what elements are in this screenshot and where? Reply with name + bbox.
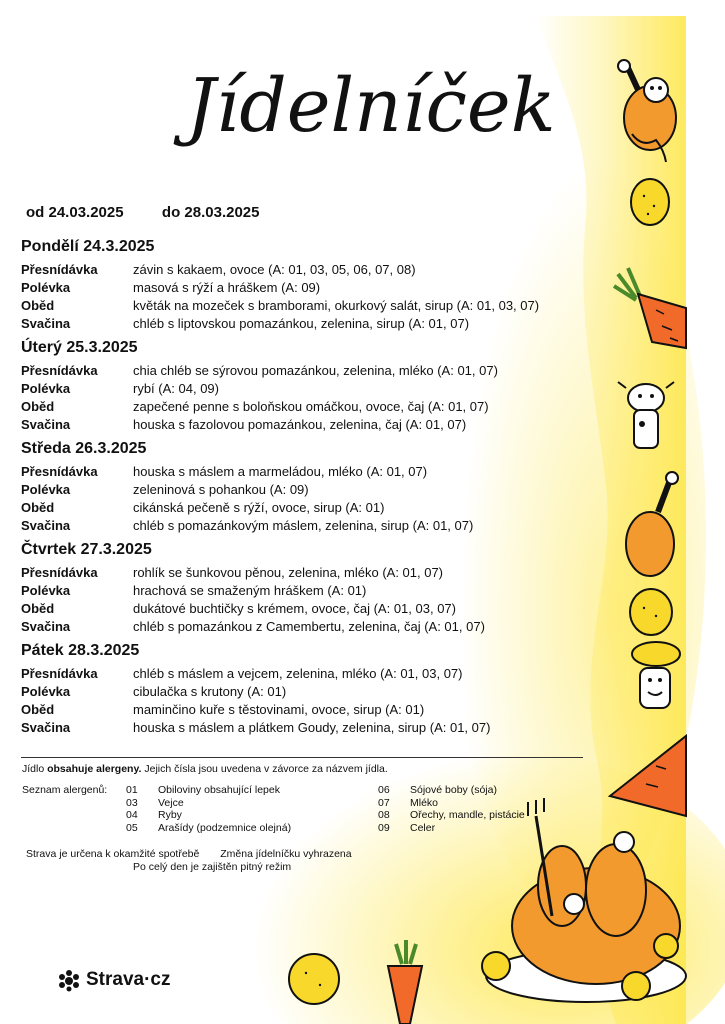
meal-row [21,618,621,636]
meal-text: dukátové buchtičky s krémem, ovoce, čaj (A: 01, 03, 07) [133,601,456,616]
meal-row [21,297,621,315]
meal-text: rybí (A: 04, 09) [133,381,219,396]
meal-row [21,380,621,398]
allergen-item [126,809,291,822]
meal-row [21,416,621,434]
egg-yolk-illustration [286,951,342,1007]
menu-page [16,16,686,1024]
meal-label: Svačina [21,720,71,735]
meal-text: masová s rýží a hráškem (A: 09) [133,280,321,295]
footnote-change: Změna jídelníčku vyhrazena [220,848,352,860]
meal-row [21,600,621,618]
chicken-leg-illustration [622,470,686,580]
meal-row [21,499,621,517]
allergen-name: Sójové boby (sója) [410,784,497,796]
period-from-date: 24.03.2025 [48,204,124,221]
menu-days [21,238,621,743]
footnote-water: Po celý den je zajištěn pitný režim [133,861,292,873]
meal-row [21,683,621,701]
meal-text: květák na mozeček s bramborami, okurkový salát, sirup (A: 01, 03, 07) [133,298,540,313]
day-section [21,440,621,535]
allergen-item [126,822,291,835]
allergen-name: Obiloviny obsahující lepek [158,784,280,796]
cow-character-illustration [624,640,686,716]
allergen-column-left [126,784,291,834]
meal-row [21,665,621,683]
allergen-name: Mléko [410,796,439,809]
allergen-name: Vejce [158,796,184,809]
allergen-item [126,784,291,797]
meal-row [21,362,621,380]
meal-label: Oběd [21,702,55,717]
allergen-number: 08 [378,809,390,821]
egg-yolk-illustration [628,176,672,228]
allergen-item [126,797,291,810]
meal-text: hrachová se smaženým hráškem (A: 01) [133,583,367,598]
carrot-illustration [380,940,430,1024]
meal-text: chléb s pomazánkou z Camembertu, zelenina, čaj (A: 01, 07) [133,619,485,634]
meal-text: zeleninová s pohankou (A: 09) [133,482,309,497]
allergen-number: 07 [378,796,390,809]
meal-text: závin s kakaem, ovoce (A: 01, 03, 05, 06, 07, 08) [133,262,416,277]
meal-label: Oběd [21,601,55,616]
allergen-number: 01 [126,784,138,796]
menu-period [26,204,260,221]
meal-label: Polévka [21,482,71,497]
meal-label: Polévka [21,583,71,598]
meal-label: Oběd [21,500,55,515]
cow-character-illustration [616,376,676,456]
allergen-name: Celer [410,821,436,834]
meal-label: Přesnídávka [21,666,98,681]
period-to-date: 28.03.2025 [184,204,260,221]
meal-label: Oběd [21,298,55,313]
meal-row [21,315,621,333]
meal-text: chia chléb se sýrovou pomazánkou, zelenina, mléko (A: 01, 07) [133,363,498,378]
allergen-name: Ořechy, mandle, pistácie [410,809,525,821]
day-title: Pondělí 24.3.2025 [21,238,155,255]
allergen-note: Jídlo obsahuje alergeny. Jejich čísla jsou uvedena v závorce za názvem jídla. [22,763,388,775]
meal-text: cikánská pečeně s rýží, ovoce, sirup (A: 01) [133,500,385,515]
meal-label: Přesnídávka [21,464,98,479]
meal-text: houska s máslem a marmeládou, mléko (A: 01, 07) [133,464,428,479]
meal-row [21,398,621,416]
meal-text: houska s máslem a plátkem Goudy, zelenina, sirup (A: 01, 07) [133,720,491,735]
meal-label: Svačina [21,518,71,533]
meal-text: houska s fazolovou pomazánkou, zelenina, čaj (A: 01, 07) [133,417,467,432]
meal-row [21,463,621,481]
egg-yolk-illustration [626,586,676,638]
footnote-consumption: Strava je určena k okamžité spotřebě [26,848,200,860]
meal-label: Přesnídávka [21,262,98,277]
meal-row [21,719,621,737]
day-section [21,238,621,333]
meal-text: chléb s máslem a vejcem, zelenina, mléko (A: 01, 03, 07) [133,666,463,681]
meal-label: Svačina [21,417,71,432]
allergen-name: Arašídy (podzemnice olejná) [158,821,292,834]
allergen-name: Ryby [158,809,182,821]
day-section [21,541,621,636]
meal-label: Oběd [21,399,55,414]
footnote [26,848,352,874]
meal-text: cibulačka s krutony (A: 01) [133,684,287,699]
meal-row [21,481,621,499]
meal-label: Svačina [21,619,71,634]
meal-row [21,701,621,719]
meal-text: zapečené penne s boloňskou omáčkou, ovoce, čaj (A: 01, 07) [133,399,489,414]
meal-label: Přesnídávka [21,363,98,378]
allergen-number: 05 [126,821,138,834]
svg-text:Jídelníček: Jídelníček [186,63,556,149]
divider [21,757,583,758]
meal-label: Přesnídávka [21,565,98,580]
chicken-leg-cow-illustration [606,56,686,166]
meal-text: rohlík se šunkovou pěnou, zelenina, mléko (A: 01, 07) [133,565,444,580]
meal-row [21,517,621,535]
meal-row [21,582,621,600]
paw-icon [58,969,80,991]
meal-row [21,279,621,297]
strava-logo [58,969,171,991]
allergen-number: 04 [126,809,138,821]
meal-label: Svačina [21,316,71,331]
day-title: Čtvrtek 27.3.2025 [21,541,152,558]
meal-text: maminčino kuře s těstovinami, ovoce, sirup (A: 01) [133,702,425,717]
meal-text: chléb s pomazánkovým máslem, zelenina, sirup (A: 01, 07) [133,518,474,533]
logo-text: Strava·cz [86,969,171,990]
period-to-label: do [161,204,181,221]
meal-row [21,564,621,582]
allergen-number: 03 [126,796,138,809]
day-title: Pátek 28.3.2025 [21,642,140,659]
day-section [21,339,621,434]
roast-chicken-illustration [466,796,686,1006]
meal-row [21,261,621,279]
allergen-list-label: Seznam alergenů: [22,784,108,796]
meal-label: Polévka [21,280,71,295]
meal-label: Polévka [21,381,71,396]
carrot-illustration [612,268,686,350]
day-title: Úterý 25.3.2025 [21,339,138,356]
day-title: Středa 26.3.2025 [21,440,147,457]
period-from-label: od [26,204,45,221]
meal-label: Polévka [21,684,71,699]
day-section [21,642,621,737]
allergen-number: 06 [378,784,390,796]
allergen-item [378,784,525,797]
page-title-handwritten [176,36,556,166]
meal-text: chléb s liptovskou pomazánkou, zelenina, sirup (A: 01, 07) [133,316,470,331]
allergen-number: 09 [378,821,390,834]
